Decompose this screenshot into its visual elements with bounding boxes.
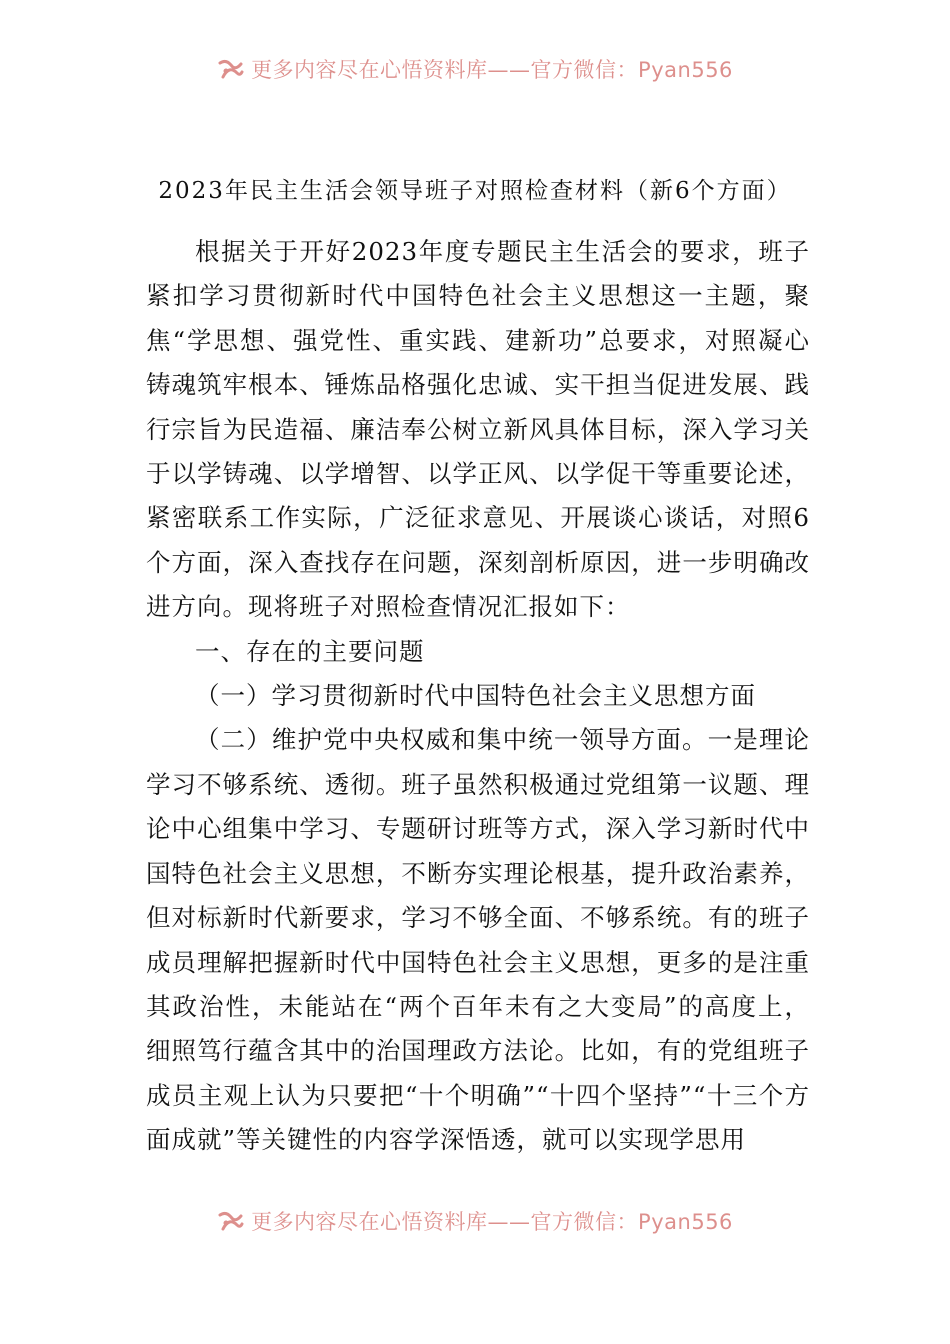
document-title: 2023年民主生活会领导班子对照检查材料（新6个方面） xyxy=(158,178,792,204)
document-body xyxy=(146,230,810,1163)
paragraph-intro: 根据关于开好2023年度专题民主生活会的要求，班子紧扣学习贯彻新时代中国特色社会主义思想这一主题，聚焦“学思想、强党性、重实践、建新功”总要求，对照凝心铸魂筑牢根本、锤炼品格强化忠诚、实干担当促进发展、践行宗旨为民造福、廉洁奉公树立新风具体目标，深入学习关于以学铸魂、以学增智、以学正风、以学促干等重要论述，紧密联系工作实际，广泛征求意见、开展谈心谈话，对照6个方面，深入查找存在问题，深刻剖析原因，进一步明确改进方向。现将班子对照检查情况汇报如下： xyxy=(146,237,810,622)
watermark-text: 更多内容尽在心悟资料库——官方微信：Pyan556 xyxy=(251,58,733,82)
watermark-text: 更多内容尽在心悟资料库——官方微信：Pyan556 xyxy=(251,1210,733,1234)
paragraph-subsection-2: （二）维护党中央权威和集中统一领导方面。一是理论学习不够系统、透彻。班子虽然积极通过党组第一议题、理论中心组集中学习、专题研讨班等方式，深入学习新时代中国特色社会主义思想，不断夯实理论根基，提升政治素养，但对标新时代新要求，学习不够全面、不够系统。有的班子成员理解把握新时代中国特色社会主义思想，更多的是注重其政治性，未能站在“两个百年未有之大变局”的高度上，细照笃行蕴含其中的治国理政方法论。比如，有的党组班子成员主观上认为只要把“十个明确”“十四个坚持”“十三个方面成就”等关键性的内容学深悟透，就可以实现学思用 xyxy=(146,725,810,1155)
logo-icon xyxy=(217,55,245,83)
watermark-footer xyxy=(0,1204,950,1238)
section-heading-main-problems: 一、存在的主要问题 xyxy=(195,636,425,666)
watermark-header xyxy=(0,52,950,86)
logo-icon xyxy=(217,1207,245,1235)
subsection-heading-1: （一）学习贯彻新时代中国特色社会主义思想方面 xyxy=(195,681,756,711)
